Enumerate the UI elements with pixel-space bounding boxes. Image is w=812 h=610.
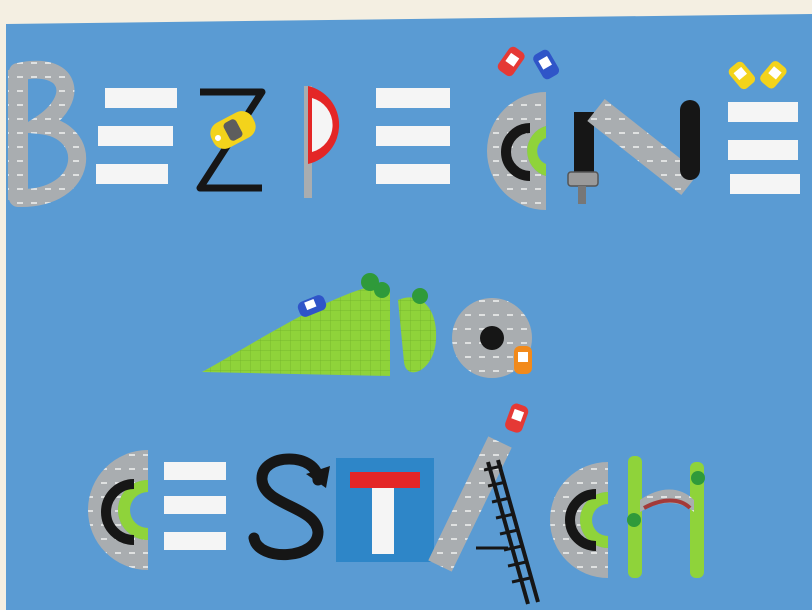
letter-e-1 (96, 88, 177, 184)
letter-e-crossing (164, 462, 226, 550)
car-icon (514, 346, 532, 374)
dead-end-sign-icon (336, 458, 434, 562)
letter-e-2 (376, 88, 450, 184)
